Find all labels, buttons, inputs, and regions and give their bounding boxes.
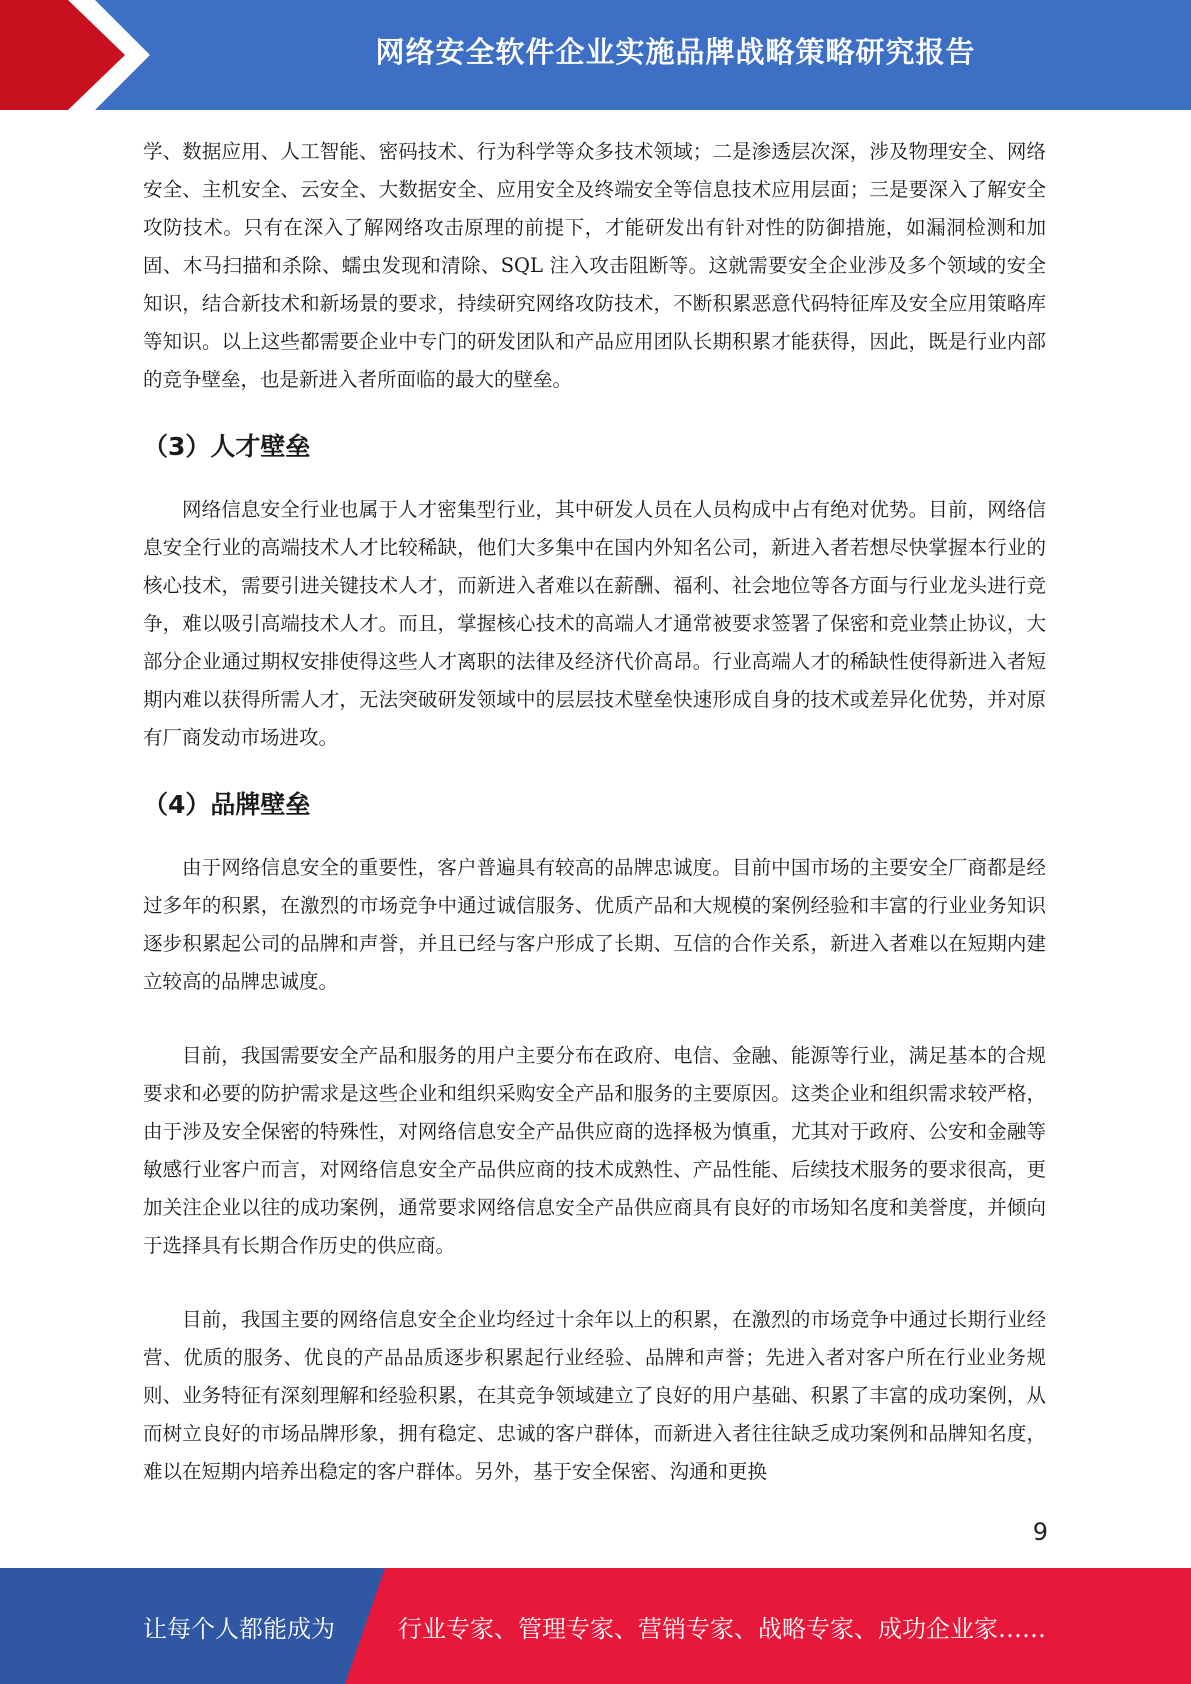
section-heading-brand-barrier: （4）品牌壁垒 [143,790,311,819]
footer-slogan-right: 行业专家、管理专家、营销专家、战略专家、成功企业家…… [398,1614,1046,1643]
section-heading-talent-barrier: （3）人才壁垒 [143,432,311,461]
page-number: 9 [1032,1518,1048,1546]
paragraph-talent-barrier: 网络信息安全行业也属于人才密集型行业，其中研发人员在人员构成中占有绝对优势。目前，网络信息安全行业的高端技术人才比较稀缺，他们大多集中在国内外知名公司，新进入者若想尽快掌握本行业的核心技术，需要引进关键技术人才，而新进入者难以在薪酬、福利、社会地位等各方面与行业龙头进行竞争，难以吸引高端技术人才。而且，掌握核心技术的高端人才通常被要求签署了保密和竞业禁止协议，大部分企业通过期权安排使得这些人才离职的法律及经济代价高昂。行业高端人才的稀缺性使得新进入者短期内难以获得所需人才，无法突破研发领域中的层层技术壁垒快速形成自身的技术或差异化优势，并对原有厂商发动市场进攻。 [143,498,1046,749]
page-body [143,133,1046,1491]
paragraph-brand-3: 目前，我国主要的网络信息安全企业均经过十余年以上的积累，在激烈的市场竞争中通过长期行业经营、优质的服务、优良的产品品质逐步积累起行业经验、品牌和声誉；先进入者对客户所在行业业务规则、业务特征有深刻理解和经验积累，在其竞争领域建立了良好的用户基础、积累了丰富的成功案例，从而树立良好的市场品牌形象，拥有稳定、忠诚的客户群体，而新进入者往往缺乏成功案例和品牌知名度，难以在短期内培养出稳定的客户群体。另外，基于安全保密、沟通和更换 [143,1308,1046,1483]
paragraph-brand-2: 目前，我国需要安全产品和服务的用户主要分布在政府、电信、金融、能源等行业，满足基本的合规要求和必要的防护需求是这些企业和组织采购安全产品和服务的主要原因。这类企业和组织需求较严格，由于涉及安全保密的特殊性，对网络信息安全产品供应商的选择极为慎重，尤其对于政府、公安和金融等敏感行业客户而言，对网络信息安全产品供应商的技术成熟性、产品性能、后续技术服务的要求很高，更加关注企业以往的成功案例，通常要求网络信息安全产品供应商具有良好的市场知名度和美誉度，并倾向于选择具有长期合作历史的供应商。 [143,1044,1046,1257]
paragraph-continued: 学、数据应用、人工智能、密码技术、行为科学等众多技术领域；二是渗透层次深，涉及物理安全、网络安全、主机安全、云安全、大数据安全、应用安全及终端安全等信息技术应用层面；三是要深入了解安全攻防技术。只有在深入了解网络攻击原理的前提下，才能研发出有针对性的防御措施，如漏洞检测和加固、木马扫描和杀除、蠕虫发现和清除、SQL 注入攻击阻断等。这就需要安全企业涉及多个领域的安全知识，结合新技术和新场景的要求，持续研究网络攻防技术，不断积累恶意代码特征库及安全应用策略库等知识。以上这些都需要企业中专门的研发团队和产品应用团队长期积累才能获得，因此，既是行业内部的竞争壁垒，也是新进入者所面临的最大的壁垒。 [143,140,1046,391]
page-footer [0,1568,1191,1684]
document-title: 网络安全软件企业实施品牌战略策略研究报告 [375,34,976,69]
page-header [0,0,1191,110]
footer-slogan-left: 让每个人都能成为 [143,1614,335,1643]
paragraph-brand-1: 由于网络信息安全的重要性，客户普遍具有较高的品牌忠诚度。目前中国市场的主要安全厂商都是经过多年的积累，在激烈的市场竞争中通过诚信服务、优质产品和大规模的案例经验和丰富的行业业务知识逐步积累起公司的品牌和声誉，并且已经与客户形成了长期、互信的合作关系，新进入者难以在短期内建立较高的品牌忠诚度。 [143,856,1046,993]
